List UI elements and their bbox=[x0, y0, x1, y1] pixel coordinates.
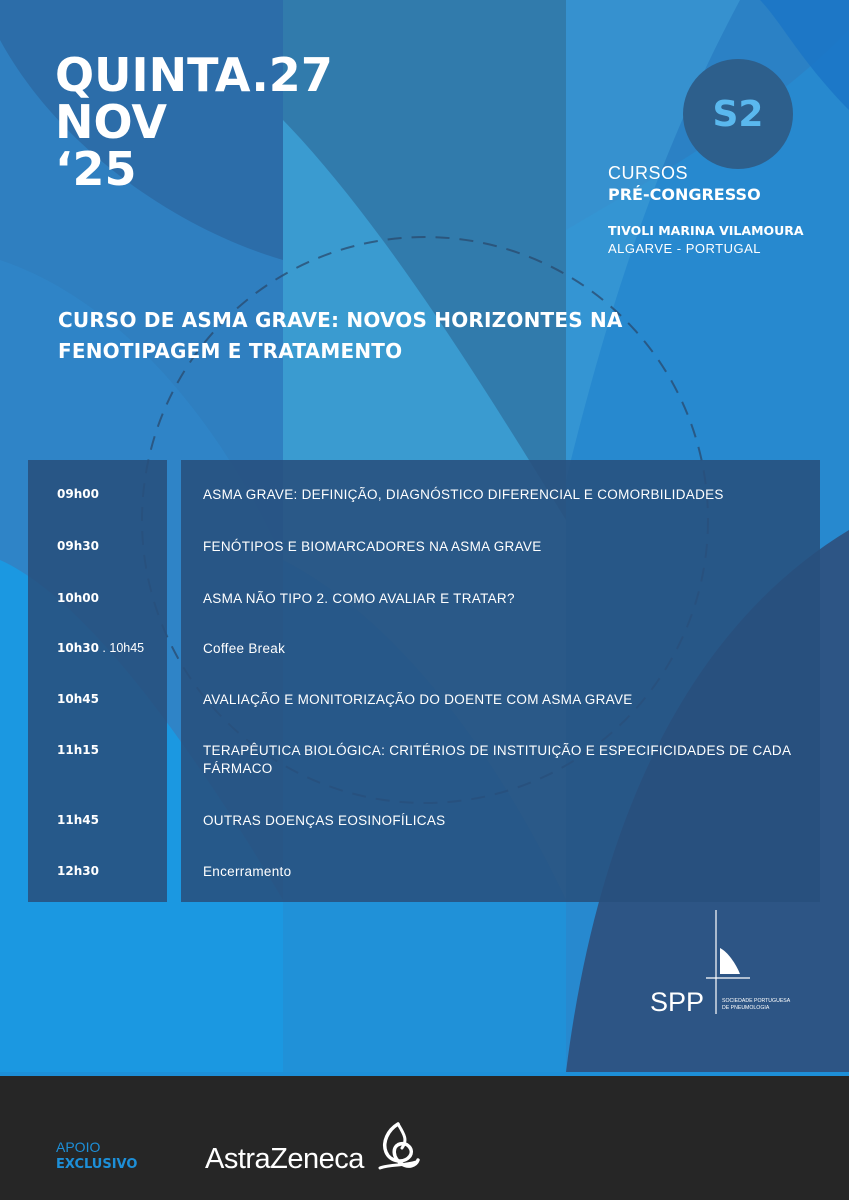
schedule-time-panel bbox=[28, 460, 167, 902]
schedule-time: 10h30 . 10h45 bbox=[57, 641, 145, 655]
footer-stripe bbox=[0, 1072, 849, 1076]
spp-logo-line1: SOCIEDADE PORTUGUESA bbox=[722, 998, 791, 1004]
schedule-topic: FENÓTIPOS E BIOMARCADORES NA ASMA GRAVE bbox=[203, 539, 542, 554]
spp-logo-acronym: SPP bbox=[650, 987, 705, 1017]
venue bbox=[608, 222, 804, 257]
course-type-line2: PRÉ-CONGRESSO bbox=[608, 185, 761, 204]
schedule-time: 09h30 bbox=[57, 539, 99, 553]
date-weekday: QUINTA.27 bbox=[55, 48, 333, 102]
schedule-time: 12h30 bbox=[57, 864, 99, 878]
schedule-topic: ASMA GRAVE: DEFINIÇÃO, DIAGNÓSTICO DIFERENCIAL E COMORBILIDADES bbox=[203, 487, 724, 502]
course-type-line1: CURSOS bbox=[608, 163, 689, 183]
venue-location: ALGARVE - PORTUGAL bbox=[608, 241, 762, 256]
support-line2: EXCLUSIVO bbox=[56, 1157, 138, 1172]
schedule-time: 11h45 bbox=[57, 813, 99, 827]
schedule-topic: Encerramento bbox=[203, 864, 292, 879]
course-title-line1: CURSO DE ASMA GRAVE: NOVOS HORIZONTES NA bbox=[58, 308, 623, 332]
schedule-topic: TERAPÊUTICA BIOLÓGICA: CRITÉRIOS DE INSTITUIÇÃO E ESPECIFICIDADES DE CADA FÁRMACO bbox=[203, 743, 791, 776]
venue-name: TIVOLI MARINA VILAMOURA bbox=[608, 223, 804, 238]
schedule-topic: ASMA NÃO TIPO 2. COMO AVALIAR E TRATAR? bbox=[203, 591, 515, 606]
date-year: ‘25 bbox=[55, 142, 137, 196]
schedule-time: 10h00 bbox=[57, 591, 99, 605]
schedule-topic: OUTRAS DOENÇAS EOSINOFÍLICAS bbox=[203, 813, 446, 828]
event-date bbox=[55, 48, 333, 196]
sponsor-name: AstraZeneca bbox=[205, 1143, 364, 1175]
schedule-time: 11h15 bbox=[57, 743, 99, 757]
schedule-topic: AVALIAÇÃO E MONITORIZAÇÃO DO DOENTE COM ASMA GRAVE bbox=[203, 692, 633, 707]
session-badge: S2 bbox=[683, 59, 793, 169]
schedule-time: 09h00 bbox=[57, 487, 99, 501]
schedule-topic-panel bbox=[181, 460, 820, 902]
spp-logo bbox=[650, 908, 810, 1018]
support-label bbox=[56, 1138, 137, 1174]
course-title bbox=[58, 305, 758, 367]
course-type bbox=[608, 162, 761, 206]
astrazeneca-logo-icon bbox=[374, 1120, 422, 1174]
footer bbox=[0, 1072, 849, 1200]
schedule-time: 10h45 bbox=[57, 692, 99, 706]
course-title-line2: FENOTIPAGEM E TRATAMENTO bbox=[58, 339, 403, 363]
date-month: NOV bbox=[55, 95, 167, 149]
schedule-topic: Coffee Break bbox=[203, 641, 286, 656]
support-line1: APOIO bbox=[56, 1139, 101, 1155]
spp-logo-line2: DE PNEUMOLOGIA bbox=[722, 1005, 770, 1011]
spp-logo-sail-icon bbox=[720, 948, 740, 974]
